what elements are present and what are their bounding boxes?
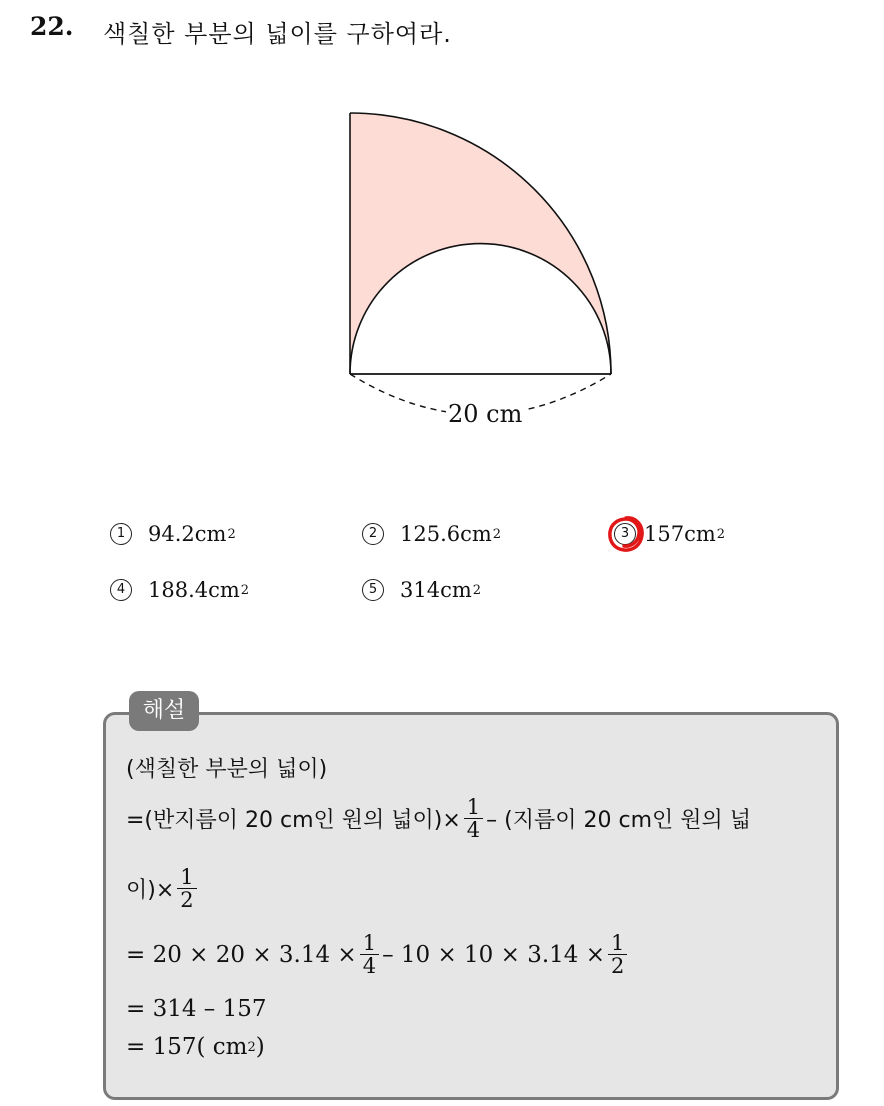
question-text: 색칠한 부분의 넓이를 구하여라.: [103, 20, 452, 48]
solution-line-6: [126, 1034, 265, 1060]
choice-value: 314cm: [400, 578, 472, 602]
choice-5[interactable]: [362, 578, 481, 602]
solution-text: ): [255, 1034, 265, 1060]
solution-text: =(반지름이 20 cm인 원의 넓이)×: [126, 808, 461, 834]
choice-value: 188.4cm: [148, 578, 240, 602]
choice-exponent: 2: [472, 582, 482, 598]
choice-mark: 1: [110, 523, 132, 545]
solution-line-2: [126, 796, 751, 841]
solution-exponent: 2: [247, 1039, 256, 1055]
fraction-numerator: 1: [360, 932, 379, 955]
fraction: [360, 932, 379, 977]
choice-1[interactable]: [110, 522, 236, 546]
solution-text: = 157( cm: [126, 1034, 248, 1060]
fraction-numerator: 1: [608, 932, 627, 955]
fraction: [464, 796, 483, 841]
question-number: 22.: [30, 12, 74, 41]
choice-mark: 5: [362, 579, 384, 601]
choice-exponent: 2: [492, 526, 502, 542]
choice-2[interactable]: [362, 522, 501, 546]
choice-mark: 4: [110, 579, 132, 601]
solution-line-4: [126, 932, 630, 977]
solution-text: = 20 × 20 × 3.14 ×: [126, 941, 357, 968]
fraction-denominator: 4: [466, 818, 481, 843]
fraction: [608, 932, 627, 977]
choice-value: 94.2cm: [148, 522, 227, 546]
solution-text: – 10 × 10 × 3.14 ×: [382, 941, 606, 968]
solution-text: 이)×: [126, 878, 175, 904]
fraction-denominator: 2: [611, 954, 625, 979]
solution-text: = 314 – 157: [126, 996, 267, 1022]
answer-circle-icon: [606, 514, 646, 554]
choice-exponent: 2: [227, 526, 236, 542]
choice-exponent: 2: [240, 582, 250, 598]
fraction-numerator: 1: [464, 796, 483, 819]
solution-text: (색칠한 부분의 넓이): [126, 757, 328, 782]
fraction-denominator: 2: [180, 888, 194, 913]
fraction-numerator: 1: [177, 866, 196, 889]
geometry-figure: [0, 0, 884, 480]
diameter-label: 20 cm: [448, 400, 523, 428]
choice-4[interactable]: [110, 578, 249, 602]
choice-value: 125.6cm: [400, 522, 492, 546]
choice-value: 157cm: [644, 522, 716, 546]
fraction: [177, 866, 196, 911]
choice-exponent: 2: [716, 526, 726, 542]
fraction-denominator: 4: [362, 954, 377, 979]
solution-line-5: [126, 996, 267, 1022]
solution-line-3: [126, 866, 200, 911]
choice-mark: 3: [614, 523, 636, 545]
solution-line-1: [126, 752, 327, 783]
solution-text: – (지름이 20 cm인 원의 넓: [486, 808, 752, 834]
solution-tab: 해설: [129, 691, 199, 731]
choice-mark: 2: [362, 523, 384, 545]
